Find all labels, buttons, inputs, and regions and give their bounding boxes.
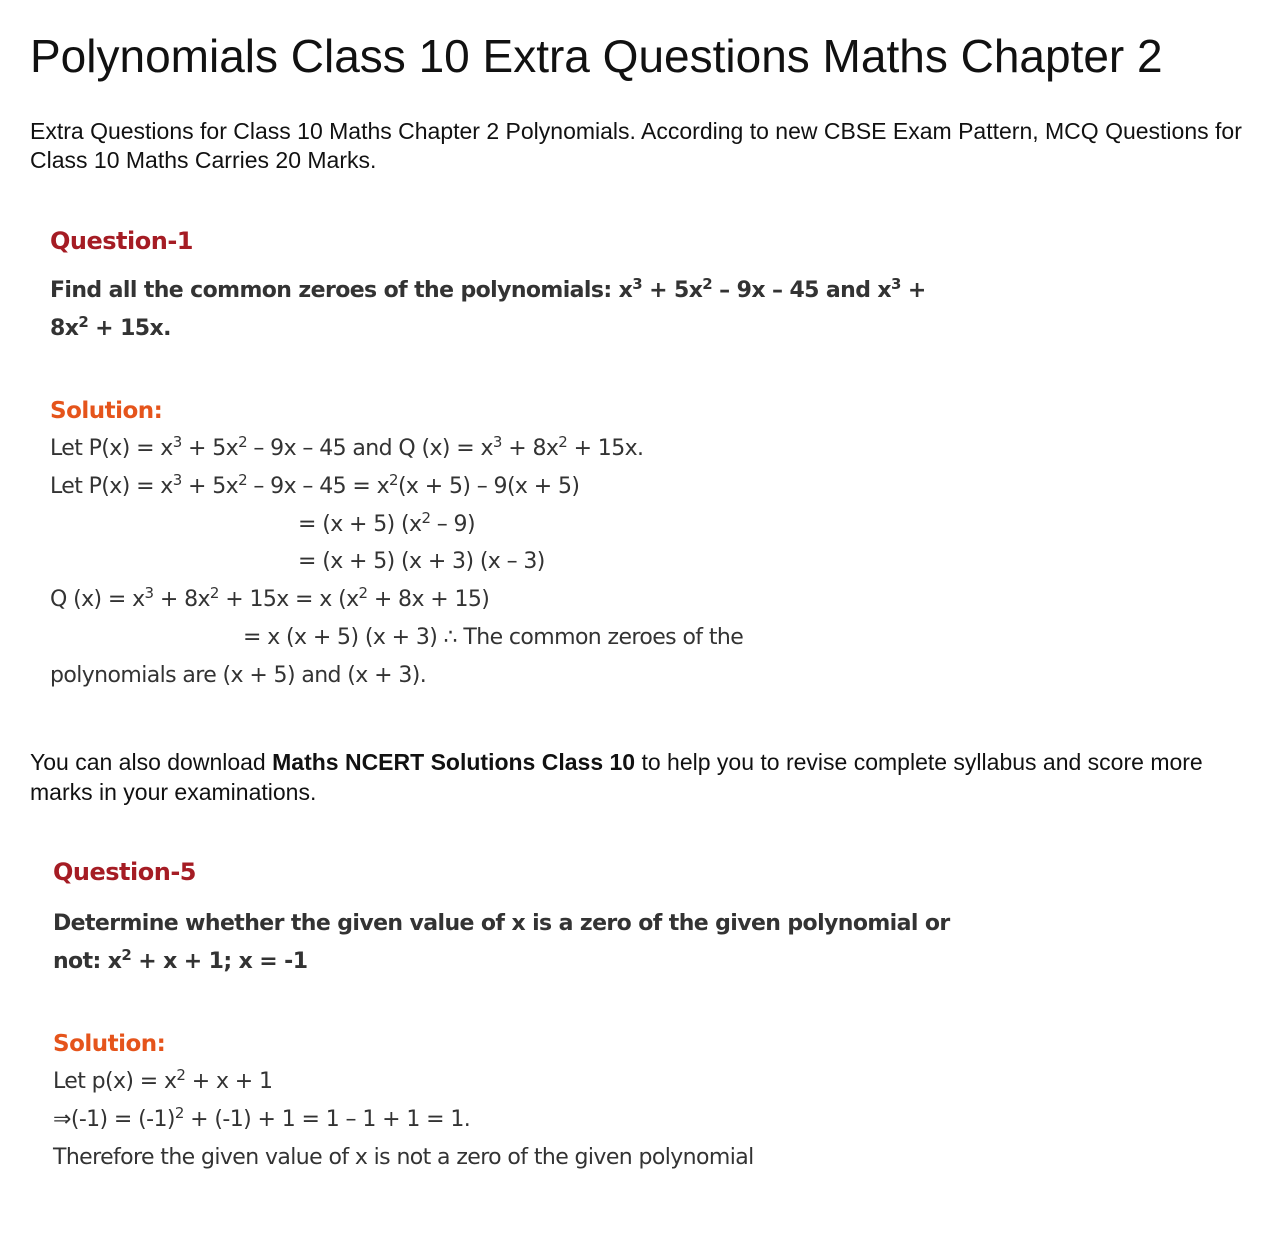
solution-line: = x (x + 5) (x + 3) ∴ The common zeroes of the	[243, 624, 744, 650]
question-5-block	[53, 853, 953, 1176]
question-heading: Question-1	[50, 227, 193, 255]
mcq-questions-link[interactable]: MCQ Questions for Class 10 Maths	[30, 118, 1242, 173]
download-text: You can also download	[30, 749, 273, 775]
solution-line: Let $p(x) = x^2 + x + 1$	[53, 1065, 273, 1094]
ncert-solutions-link[interactable]: Maths NCERT Solutions Class 10	[272, 749, 636, 775]
solution-line: Let $P(x) = x^3 + 5x^2 - 9x - 45 = x^2(x + 5) - 9(x + 5)$	[50, 470, 580, 499]
question-text: Determine whether the given value of x is a zero of the given polynomial or not: $x^2 + x + 1$; x = -1	[53, 911, 950, 974]
solution-line: Therefore the given value of x is not a zero of the given polynomial	[53, 1144, 754, 1170]
question-text: Find all the common zeroes of the polynomials: $x^3 + 5x^2 - 9x - 45$ and $x^3 + 8x^2 + 15x$.	[50, 274, 926, 341]
solution-line: Let $P(x) = x^3 + 5x^2 - 9x - 45$ and Q $(x) = x^3 + 8x^2 + 15x$.	[50, 432, 644, 461]
solution-line: Q $(x) = x^3 + 8x^2 + 15x = x$ $(x^2 + 8x + 15)$	[50, 583, 490, 613]
solution-line: polynomials are (x + 5) and (x + 3).	[50, 662, 427, 688]
intro-text-end: Carries 20 Marks.	[188, 147, 377, 173]
solution-line: ⇒(-1) = $(-1)^2 + (-1) + 1 = 1 - 1 + 1 = 1$.	[53, 1103, 471, 1132]
download-text-end: to help you to revise complete syllabus and score more marks in your examinations.	[30, 749, 1203, 805]
download-paragraph	[30, 747, 1260, 807]
intro-paragraph	[30, 117, 1255, 175]
solution-line: = (x + 5) (x + 3) (x – 3)	[298, 549, 545, 575]
solution-line: = (x + 5) $(x^2 - 9)$	[298, 508, 475, 537]
solution-heading: Solution:	[53, 1031, 166, 1057]
question-heading: Question-5	[53, 858, 196, 886]
question-1-block	[50, 222, 950, 695]
page-title: Polynomials Class 10 Extra Questions Maths Chapter 2	[30, 30, 1163, 82]
solution-heading: Solution:	[50, 398, 163, 424]
intro-text: Extra Questions for Class 10 Maths Chapter 2 Polynomials. According to new CBSE Exam Pattern,	[30, 118, 1046, 144]
